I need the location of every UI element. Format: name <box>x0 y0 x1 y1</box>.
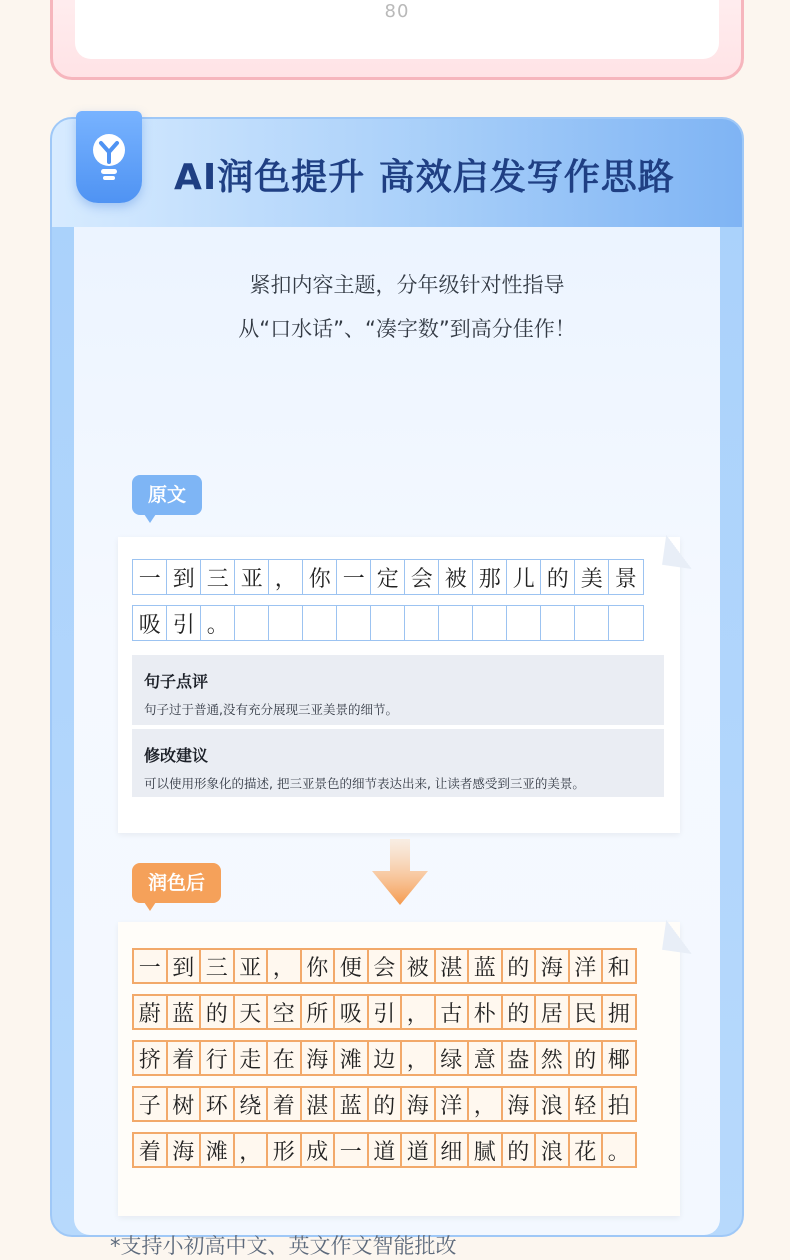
grid-cell: 的 <box>367 1086 403 1122</box>
revision-suggestion-title: 修改建议 <box>144 746 209 765</box>
grid-cell: 儿 <box>506 559 542 595</box>
grid-cell: ， <box>266 948 302 984</box>
grid-cell: 海 <box>534 948 570 984</box>
grid-cell: 海 <box>501 1086 537 1122</box>
previous-card-number: 80 <box>384 1 410 22</box>
arrow-down-icon <box>370 839 430 909</box>
grid-cell: 细 <box>434 1132 470 1168</box>
grid-cell: 古 <box>434 994 470 1030</box>
grid-cell: 形 <box>266 1132 302 1168</box>
grid-cell: 然 <box>534 1040 570 1076</box>
grid-cell: 成 <box>300 1132 336 1168</box>
sentence-review <box>132 655 664 725</box>
intro-line-1: 紧扣内容主题，分年级针对性指导 <box>249 273 565 297</box>
grid-cell: 挤 <box>132 1040 168 1076</box>
previous-card-inner <box>75 0 719 59</box>
sentence-review-text: 句子过于普通,没有充分展现三亚美景的细节。 <box>144 702 398 717</box>
grid-cell: 蓝 <box>467 948 503 984</box>
grid-cell: 海 <box>300 1040 336 1076</box>
grid-cell: 到 <box>166 559 202 595</box>
grid-cell: 的 <box>199 994 235 1030</box>
polished-paper <box>118 922 680 1216</box>
feature-card-body <box>74 227 720 1258</box>
grid-cell: 三 <box>199 948 235 984</box>
grid-cell: 一 <box>132 948 168 984</box>
lightbulb-icon <box>89 131 129 183</box>
grid-cell: 在 <box>266 1040 302 1076</box>
grid-cell: 一 <box>333 1132 369 1168</box>
grid-cell: 空 <box>266 994 302 1030</box>
grid-cell: 会 <box>404 559 440 595</box>
grid-cell <box>336 605 372 641</box>
previous-card <box>50 0 744 80</box>
grid-cell: 拍 <box>601 1086 637 1122</box>
grid-cell: 走 <box>233 1040 269 1076</box>
original-tag: 原文 <box>132 475 202 515</box>
grid-cell: 亚 <box>234 559 270 595</box>
grid-cell <box>472 605 508 641</box>
grid-cell: 亚 <box>233 948 269 984</box>
grid-cell: 你 <box>302 559 338 595</box>
grid-cell: 滩 <box>333 1040 369 1076</box>
polished-grid-row <box>132 994 635 1030</box>
grid-cell: 的 <box>501 948 537 984</box>
grid-cell: 洋 <box>568 948 604 984</box>
grid-cell: 着 <box>166 1040 202 1076</box>
grid-cell: 海 <box>166 1132 202 1168</box>
grid-cell: 那 <box>472 559 508 595</box>
grid-cell: 绕 <box>233 1086 269 1122</box>
grid-cell: 便 <box>333 948 369 984</box>
intro-text <box>74 263 720 351</box>
grid-cell: 吸 <box>132 605 168 641</box>
grid-cell <box>540 605 576 641</box>
grid-cell: 三 <box>200 559 236 595</box>
polished-grid-row <box>132 1132 635 1168</box>
original-grid-row <box>132 559 642 595</box>
grid-cell: 绿 <box>434 1040 470 1076</box>
grid-cell: 湛 <box>300 1086 336 1122</box>
grid-cell: 民 <box>568 994 604 1030</box>
grid-cell: 浪 <box>534 1086 570 1122</box>
grid-cell: 轻 <box>568 1086 604 1122</box>
grid-cell: 被 <box>400 948 436 984</box>
grid-cell: 蔚 <box>132 994 168 1030</box>
grid-cell: ， <box>400 994 436 1030</box>
polished-grid-row <box>132 1040 635 1076</box>
grid-cell: 景 <box>608 559 644 595</box>
grid-cell: 海 <box>400 1086 436 1122</box>
grid-cell <box>608 605 644 641</box>
grid-cell: 的 <box>568 1040 604 1076</box>
grid-cell: 着 <box>266 1086 302 1122</box>
sentence-review-title: 句子点评 <box>144 672 209 691</box>
grid-cell <box>268 605 304 641</box>
grid-cell: 朴 <box>467 994 503 1030</box>
grid-cell: 美 <box>574 559 610 595</box>
grid-cell: ， <box>233 1132 269 1168</box>
grid-cell: 所 <box>300 994 336 1030</box>
grid-cell: 居 <box>534 994 570 1030</box>
grid-cell: 天 <box>233 994 269 1030</box>
grid-cell: 浪 <box>534 1132 570 1168</box>
grid-cell: 意 <box>467 1040 503 1076</box>
grid-cell: ， <box>400 1040 436 1076</box>
footnote: *支持小初高中文、英文作文智能批改 <box>110 1234 457 1258</box>
polished-grid-row <box>132 1086 635 1122</box>
grid-cell: 的 <box>540 559 576 595</box>
polished-grid-row <box>132 948 635 984</box>
grid-cell: 。 <box>200 605 236 641</box>
feature-card <box>50 117 744 1258</box>
original-paper <box>118 537 680 833</box>
grid-cell: 花 <box>568 1132 604 1168</box>
grid-cell: 子 <box>132 1086 168 1122</box>
grid-cell <box>574 605 610 641</box>
grid-cell: 边 <box>367 1040 403 1076</box>
grid-cell: 道 <box>400 1132 436 1168</box>
grid-cell: 的 <box>501 1132 537 1168</box>
grid-cell: 被 <box>438 559 474 595</box>
grid-cell: 吸 <box>333 994 369 1030</box>
revision-suggestion <box>132 727 664 797</box>
grid-cell: 你 <box>300 948 336 984</box>
grid-cell <box>302 605 338 641</box>
grid-cell: 着 <box>132 1132 168 1168</box>
grid-cell: 定 <box>370 559 406 595</box>
grid-cell: ， <box>467 1086 503 1122</box>
grid-cell: ， <box>268 559 304 595</box>
grid-cell: 引 <box>367 994 403 1030</box>
lightbulb-badge <box>76 111 142 203</box>
grid-cell: 蓝 <box>333 1086 369 1122</box>
grid-cell: 拥 <box>601 994 637 1030</box>
grid-cell: 一 <box>336 559 372 595</box>
revision-suggestion-text: 可以使用形象化的描述, 把三亚景色的细节表达出来, 让读者感受到三亚的美景。 <box>144 776 585 791</box>
grid-cell <box>234 605 270 641</box>
grid-cell: 道 <box>367 1132 403 1168</box>
grid-cell: 湛 <box>434 948 470 984</box>
polished-tag: 润色后 <box>132 863 221 903</box>
grid-cell <box>438 605 474 641</box>
grid-cell: 。 <box>601 1132 637 1168</box>
original-grid-row <box>132 605 642 641</box>
grid-cell: 的 <box>501 994 537 1030</box>
grid-cell: 和 <box>601 948 637 984</box>
grid-cell: 到 <box>166 948 202 984</box>
grid-cell: 椰 <box>601 1040 637 1076</box>
grid-cell: 滩 <box>199 1132 235 1168</box>
grid-cell <box>404 605 440 641</box>
feature-card-header <box>52 119 742 227</box>
grid-cell <box>370 605 406 641</box>
grid-cell: 一 <box>132 559 168 595</box>
grid-cell: 洋 <box>434 1086 470 1122</box>
grid-cell: 行 <box>199 1040 235 1076</box>
intro-line-2: 从“口水话”、“凑字数”到高分佳作！ <box>238 317 576 341</box>
grid-cell: 引 <box>166 605 202 641</box>
grid-cell: 蓝 <box>166 994 202 1030</box>
grid-cell: 树 <box>166 1086 202 1122</box>
feature-title: AI润色提升 高效启发写作思路 <box>174 157 675 198</box>
grid-cell: 腻 <box>467 1132 503 1168</box>
grid-cell <box>506 605 542 641</box>
grid-cell: 会 <box>367 948 403 984</box>
grid-cell: 环 <box>199 1086 235 1122</box>
grid-cell: 盎 <box>501 1040 537 1076</box>
